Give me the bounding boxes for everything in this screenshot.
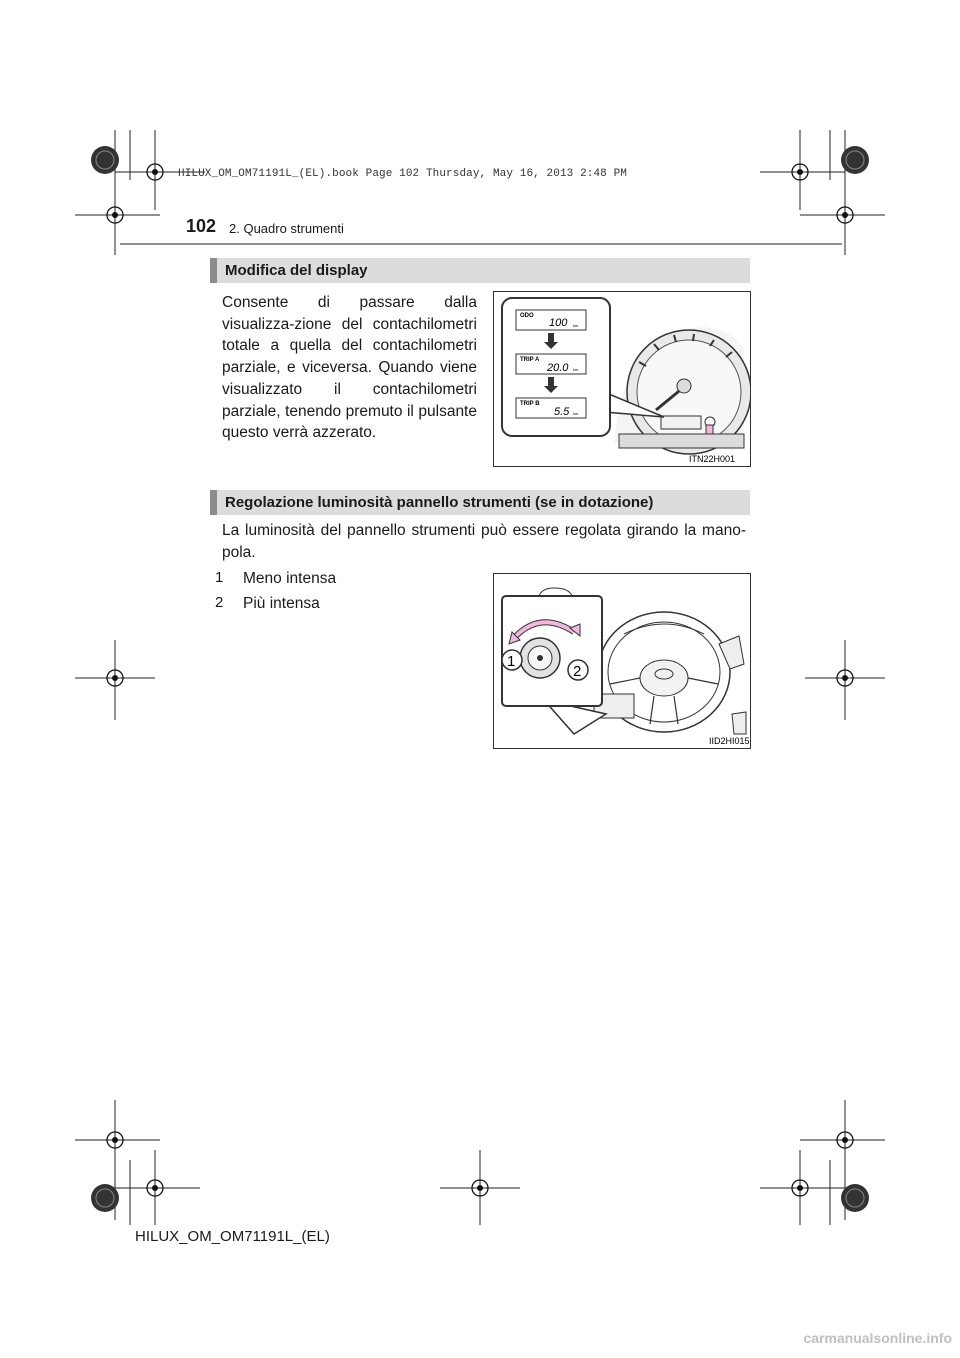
callout-1-icon: 1	[215, 569, 224, 586]
watermark: carmanualsonline.info	[803, 1330, 952, 1346]
trip-b-label: TRIP B	[520, 401, 540, 407]
footer-doc-code: HILUX_OM_OM71191L_(EL)	[135, 1228, 330, 1245]
figure1-code: ITN22H001	[689, 454, 736, 464]
header-rule	[120, 243, 842, 245]
item-piu-intensa: Più intensa	[243, 595, 320, 612]
chapter-title: 2. Quadro strumenti	[229, 221, 344, 236]
trip-b-value: 5.5	[554, 406, 570, 418]
trip-b-unit: km	[573, 411, 579, 416]
figure-odometer	[493, 291, 751, 467]
section1-body: Consente di passare dalla visualizza-zione del contachilometri totale a quella del contachilometri parziale, e viceversa. Quando viene visualizzato il contachilometri parziale, tenendo premuto il pulsante questo verrà azzerato.	[222, 294, 477, 442]
callout-2-icon: 2	[215, 594, 224, 611]
trip-a-value: 20.0	[547, 362, 569, 374]
figure-callout-1: 1	[507, 653, 516, 670]
figure2-code: IID2HI015	[709, 736, 750, 746]
trip-a-unit: km	[573, 367, 579, 372]
odo-value: 100	[549, 317, 568, 329]
print-info: HILUX_OM_OM71191L_(EL).book Page 102 Thursday, May 16, 2013 2:48 PM	[178, 168, 627, 180]
section-heading-display-change: Modifica del display	[210, 258, 750, 283]
trip-a-label: TRIP A	[520, 357, 540, 363]
section-heading-brightness: Regolazione luminosità pannello strumenti (se in dotazione)	[210, 490, 750, 515]
odo-unit: km	[573, 323, 579, 328]
figure-brightness-knob	[493, 573, 751, 749]
odo-label: ODO	[520, 313, 534, 319]
figure-callout-2: 2	[573, 663, 582, 680]
page-number: 102	[186, 216, 217, 236]
odometer-illustration	[494, 292, 750, 466]
dashboard-illustration	[494, 574, 750, 748]
item-meno-intensa: Meno intensa	[243, 570, 337, 587]
section2-body: La luminosità del pannello strumenti può essere regolata girando la mano-pola.	[222, 522, 746, 561]
